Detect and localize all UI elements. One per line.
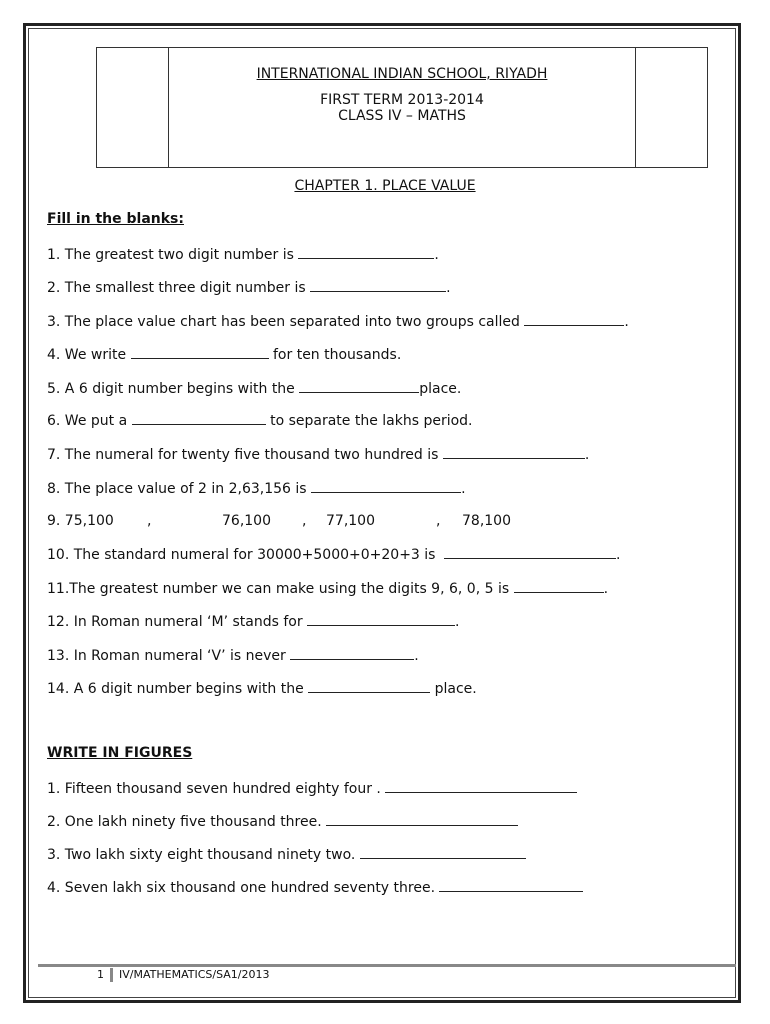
answer-blank-6[interactable] bbox=[132, 411, 266, 425]
answer-blank-11[interactable] bbox=[514, 579, 604, 593]
answer-blank-4[interactable] bbox=[131, 345, 269, 359]
question-7-text: 7. The numeral for twenty five thousand two hundred is bbox=[47, 447, 439, 463]
sequence-number-1: 9. 75,100 bbox=[47, 513, 114, 529]
question-1-text: 1. The greatest two digit number is bbox=[47, 247, 294, 263]
answer-blank-14[interactable] bbox=[308, 679, 430, 693]
answer-blank-3[interactable] bbox=[524, 312, 624, 326]
question-10 bbox=[47, 545, 620, 564]
figures-answer-blank-3[interactable] bbox=[360, 845, 526, 859]
figures-answer-blank-2[interactable] bbox=[326, 812, 518, 826]
figures-question-3 bbox=[47, 845, 526, 864]
question-13 bbox=[47, 646, 419, 665]
question-2-text: 2. The smallest three digit number is bbox=[47, 280, 306, 296]
figures-question-2 bbox=[47, 812, 518, 831]
figures-question-4 bbox=[47, 878, 583, 897]
question-12 bbox=[47, 612, 460, 631]
sequence-number-2: 76,100 bbox=[222, 513, 271, 529]
school-name: INTERNATIONAL INDIAN SCHOOL, RIYADH bbox=[256, 66, 548, 82]
period: . bbox=[446, 280, 451, 296]
question-1 bbox=[47, 245, 439, 264]
question-4 bbox=[47, 345, 401, 364]
period: . bbox=[615, 547, 621, 563]
footer-rule bbox=[38, 964, 736, 967]
figures-question-1 bbox=[47, 779, 577, 798]
question-5-text-a: 5. A 6 digit number begins with the bbox=[47, 381, 295, 397]
question-5-text-b: place. bbox=[419, 381, 462, 397]
question-10-text: 10. The standard numeral for 30000+5000+0+20+3 is bbox=[47, 547, 436, 563]
question-8 bbox=[47, 479, 466, 498]
answer-blank-7[interactable] bbox=[443, 445, 585, 459]
answer-blank-13[interactable] bbox=[290, 646, 414, 660]
answer-blank-12[interactable] bbox=[307, 612, 455, 626]
page-number: 1 bbox=[97, 968, 104, 981]
header-left-cell bbox=[97, 48, 169, 167]
question-14-text-b: place. bbox=[434, 681, 477, 697]
period: . bbox=[584, 447, 590, 463]
period: . bbox=[455, 614, 460, 630]
question-4-text-b: for ten thousands. bbox=[273, 347, 402, 363]
question-11 bbox=[47, 579, 608, 598]
question-12-text: 12. In Roman numeral ‘M’ stands for bbox=[47, 614, 303, 630]
period: . bbox=[461, 481, 466, 497]
fill-blanks-title: Fill in the blanks: bbox=[47, 211, 184, 227]
period: . bbox=[414, 648, 419, 664]
question-6-text-b: to separate the lakhs period. bbox=[270, 413, 473, 429]
figures-question-4-text: 4. Seven lakh six thousand one hundred seventy three. bbox=[47, 880, 436, 896]
question-4-text-a: 4. We write bbox=[47, 347, 127, 363]
figures-question-2-text: 2. One lakh ninety five thousand three. bbox=[47, 814, 322, 830]
footer-separator bbox=[110, 968, 113, 982]
footer-code: IV/MATHEMATICS/SA1/2013 bbox=[119, 968, 270, 981]
write-figures-title: WRITE IN FIGURES bbox=[47, 745, 193, 761]
question-14 bbox=[47, 679, 477, 698]
figures-answer-blank-4[interactable] bbox=[439, 878, 583, 892]
header-right-cell bbox=[635, 48, 707, 167]
period: . bbox=[603, 581, 609, 597]
period: . bbox=[624, 314, 629, 330]
question-3-text: 3. The place value chart has been separated into two groups called bbox=[47, 314, 520, 330]
figures-question-1-text: 1. Fifteen thousand seven hundred eighty four . bbox=[47, 781, 381, 797]
figures-question-3-text: 3. Two lakh sixty eight thousand ninety two. bbox=[47, 847, 356, 863]
question-5 bbox=[47, 379, 461, 398]
question-13-text: 13. In Roman numeral ‘V’ is never bbox=[47, 648, 286, 664]
header-center-cell bbox=[169, 66, 635, 124]
answer-blank-8[interactable] bbox=[311, 479, 461, 493]
sequence-comma-1: , bbox=[147, 513, 152, 529]
header-box bbox=[96, 47, 708, 168]
question-3 bbox=[47, 312, 629, 331]
sequence-comma-3: , bbox=[436, 513, 441, 529]
period: . bbox=[434, 247, 439, 263]
answer-blank-1[interactable] bbox=[298, 245, 434, 259]
question-6-text-a: 6. We put a bbox=[47, 413, 128, 429]
question-8-text: 8. The place value of 2 in 2,63,156 is bbox=[47, 481, 307, 497]
sequence-number-3: 77,100 bbox=[326, 513, 375, 529]
page-footer bbox=[97, 968, 269, 982]
question-7 bbox=[47, 445, 589, 464]
class-line: CLASS IV – MATHS bbox=[338, 108, 466, 124]
question-2 bbox=[47, 278, 451, 297]
answer-blank-10[interactable] bbox=[444, 545, 616, 559]
answer-blank-5[interactable] bbox=[299, 379, 419, 393]
term-line: FIRST TERM 2013-2014 bbox=[320, 92, 484, 108]
sequence-comma-2: , bbox=[302, 513, 307, 529]
figures-answer-blank-1[interactable] bbox=[385, 779, 577, 793]
question-6 bbox=[47, 411, 473, 430]
question-9 bbox=[47, 512, 511, 530]
question-14-text-a: 14. A 6 digit number begins with the bbox=[47, 681, 304, 697]
sequence-number-4: 78,100 bbox=[462, 513, 511, 529]
question-11-text: 11.The greatest number we can make using the digits 9, 6, 0, 5 is bbox=[47, 581, 510, 597]
answer-blank-2[interactable] bbox=[310, 278, 446, 292]
chapter-title: CHAPTER 1. PLACE VALUE bbox=[294, 178, 476, 194]
